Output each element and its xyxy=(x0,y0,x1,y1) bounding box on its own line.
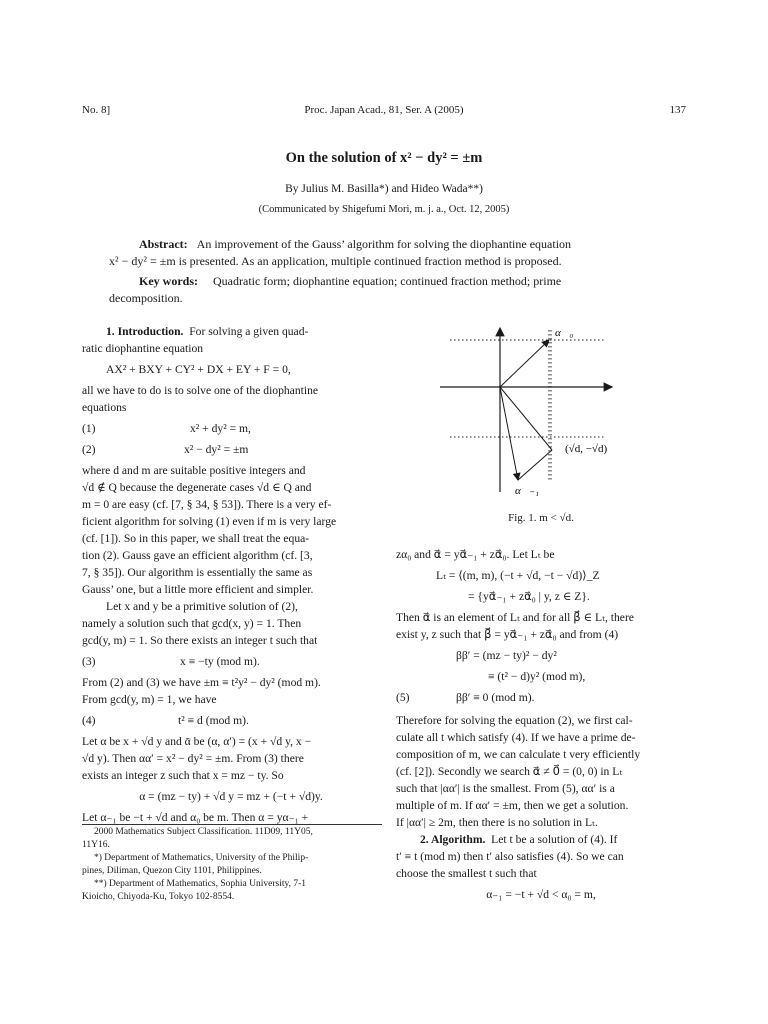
equation-general-quadratic: AX² + BXY + CY² + DX + EY + F = 0, xyxy=(106,363,291,376)
equation-number: (5) xyxy=(396,691,410,704)
text-line: √d ∉ Q because the degenerate cases √d ∈ Q and xyxy=(82,481,312,494)
text-line: (cf. [1]). So in this paper, we shall treat the equa- xyxy=(82,532,310,545)
footnote-line: 11Y16. xyxy=(82,840,110,850)
section-1-heading: 1. Introduction. xyxy=(106,325,184,338)
equation-lattice-2: = {yα⃗₋₁ + zα⃗₀ | y, z ∈ Z}. xyxy=(468,590,590,603)
text-line: tion (2). Gauss gave an efficient algorithm (cf. [3, xyxy=(82,549,313,562)
footnote-rule xyxy=(82,824,382,825)
figure-1-caption: Fig. 1. m < √d. xyxy=(508,512,574,524)
equation-alpha: α = (mz − ty) + √d y = mz + (−t + √d)y. xyxy=(139,790,323,803)
text-line: namely a solution such that gcd(x, y) = 1. Then xyxy=(82,617,302,630)
footnote-line: pines, Diliman, Quezon City 1101, Philippines. xyxy=(82,866,262,876)
equation-3: x ≡ −ty (mod m). xyxy=(180,655,260,668)
text-line: Let x and y be a primitive solution of (2), xyxy=(106,600,298,613)
keywords-label: Key words: xyxy=(139,274,198,288)
text-line: equations xyxy=(82,401,127,414)
paper-title: On the solution of x² − dy² = ±m xyxy=(285,150,483,166)
footnote-line: *) Department of Mathematics, University of the Philip- xyxy=(94,853,309,863)
label-point-sqrt-d: (√d, −√d) xyxy=(565,443,608,455)
equation-lattice-1: Lₜ = ⟨(m, m), (−t + √d, −t − √d)⟩_Z xyxy=(436,569,600,582)
right-column xyxy=(396,546,686,907)
equation-2: x² − dy² = ±m xyxy=(184,443,249,456)
abstract-label: Abstract: xyxy=(139,237,188,251)
equation-number: (2) xyxy=(82,443,96,456)
equation-4: t² ≡ d (mod m). xyxy=(178,714,249,727)
text-line: Therefore for solving the equation (2), we first cal- xyxy=(396,714,633,727)
equation-beta-2: ≡ (t² − d)y² (mod m), xyxy=(488,670,586,683)
text-line: where d and m are suitable positive integers and xyxy=(82,464,306,477)
text-line: choose the smallest t such that xyxy=(396,867,537,880)
text-line: exists an integer z such that x = mz − ty. So xyxy=(82,769,284,782)
text-line: √d y). Then αα′ = x² − dy² = ±m. From (3) there xyxy=(82,752,304,765)
text-line: culate all t which satisfy (4). If we have a prime de- xyxy=(396,731,636,744)
communicated-line: (Communicated by Shigefumi Mori, m. j. a., Oct. 12, 2005) xyxy=(258,204,510,215)
text-line: For solving a given quad- xyxy=(189,325,309,338)
text-line: Let α₋₁ be −t + √d and α₀ be m. Then α = yα₋₁ + xyxy=(82,811,309,824)
equation-number: (3) xyxy=(82,655,96,668)
header-issue: No. 8] xyxy=(82,104,111,116)
equation-beta-1: ββ′ = (mz − ty)² − dy² xyxy=(456,649,557,662)
text-line: Let t be a solution of (4). If xyxy=(491,833,618,846)
text-line: exist y, z such that β⃗ = yα⃗₋₁ + zα⃗₀ and from (4) xyxy=(396,628,619,641)
footnote-line: 2000 Mathematics Subject Classification. 11D09, 11Y05, xyxy=(94,827,313,837)
keywords-line-2: decomposition. xyxy=(109,291,183,305)
text-line: zα₀ and α⃗ = yα⃗₋₁ + zα⃗₀. Let Lₜ be xyxy=(396,548,555,561)
text-line: composition of m, we can calculate t very efficiently xyxy=(396,748,641,761)
footnote-line: Kioicho, Chiyoda-Ku, Tokyo 102-8554. xyxy=(82,892,235,902)
text-line: multiple of m. If αα′ = ±m, then we get a solution. xyxy=(396,799,629,812)
abstract-line-1: An improvement of the Gauss’ algorithm for solving the diophantine equation xyxy=(196,237,572,251)
text-line: Gauss’ one, but a little more efficient and simpler. xyxy=(82,583,314,596)
text-line: such that |αα′| is the smallest. From (5), αα′ is a xyxy=(396,782,615,795)
equation-5: ββ′ ≡ 0 (mod m). xyxy=(456,691,535,704)
text-line: If |αα′| ≥ 2m, then there is no solution in Lₜ. xyxy=(396,816,598,829)
text-line: (cf. [2]). Secondly we search α⃗ ≠ 0⃗ = (0, 0) in Lₜ xyxy=(396,765,623,778)
equation-1: x² + dy² = m, xyxy=(190,422,251,435)
text-line: m = 0 are easy (cf. [7, § 34, § 53]). There is a very ef- xyxy=(82,498,332,511)
text-line: 7, § 35]). Our algorithm is essentially the same as xyxy=(82,566,313,579)
equation-alpha-minus-1: α₋₁ = −t + √d < α₀ = m, xyxy=(486,888,596,901)
author-byline: By Julius M. Basilla*) and Hideo Wada**) xyxy=(285,183,483,195)
text-line: Then α⃗ is an element of Lₜ and for all β⃗ ∈ Lₜ, there xyxy=(396,611,634,624)
header-page-number: 137 xyxy=(669,104,686,116)
text-line: all we have to do is to solve one of the diophantine xyxy=(82,384,319,397)
vector-to-point xyxy=(500,387,552,450)
label-alpha-minus-1: α⃗₋₁ xyxy=(515,485,539,497)
text-line: From (2) and (3) we have ±m ≡ t²y² − dy² (mod m). xyxy=(82,676,321,689)
header-journal: Proc. Japan Acad., 81, Ser. A (2005) xyxy=(304,104,464,116)
label-alpha-0: α⃗₀ xyxy=(555,327,574,339)
equation-number: (1) xyxy=(82,422,96,435)
abstract-line-2: x² − dy² = ±m is presented. As an application, multiple continued fraction method is proposed. xyxy=(109,254,562,268)
left-column xyxy=(82,323,380,826)
text-line: Let α be x + √d y and ᾱ be (α, α′) = (x + √d y, x − xyxy=(82,735,312,748)
figure-1-diagram xyxy=(440,320,660,505)
footnote-line: **) Department of Mathematics, Sophia University, 7-1 xyxy=(94,879,307,889)
vector-alpha-minus-1 xyxy=(500,387,518,480)
keywords-line-1: Quadratic form; diophantine equation; continued fraction method; prime xyxy=(213,274,562,288)
text-line: t′ ≡ t (mod m) then t′ also satisfies (4). So we can xyxy=(396,850,624,863)
section-2-heading: 2. Algorithm. xyxy=(420,833,486,846)
text-line: From gcd(y, m) = 1, we have xyxy=(82,693,217,706)
segment-to-point xyxy=(518,450,552,480)
equation-number: (4) xyxy=(82,714,96,727)
vector-alpha-0 xyxy=(500,340,549,387)
text-line: gcd(y, m) = 1. So there exists an integer t such that xyxy=(82,634,318,647)
text-line: ratic diophantine equation xyxy=(82,342,204,355)
abstract xyxy=(109,236,659,270)
text-line: ficient algorithm for solving (1) even if m is very large xyxy=(82,515,337,528)
keywords xyxy=(109,273,659,307)
footnotes xyxy=(82,826,380,904)
